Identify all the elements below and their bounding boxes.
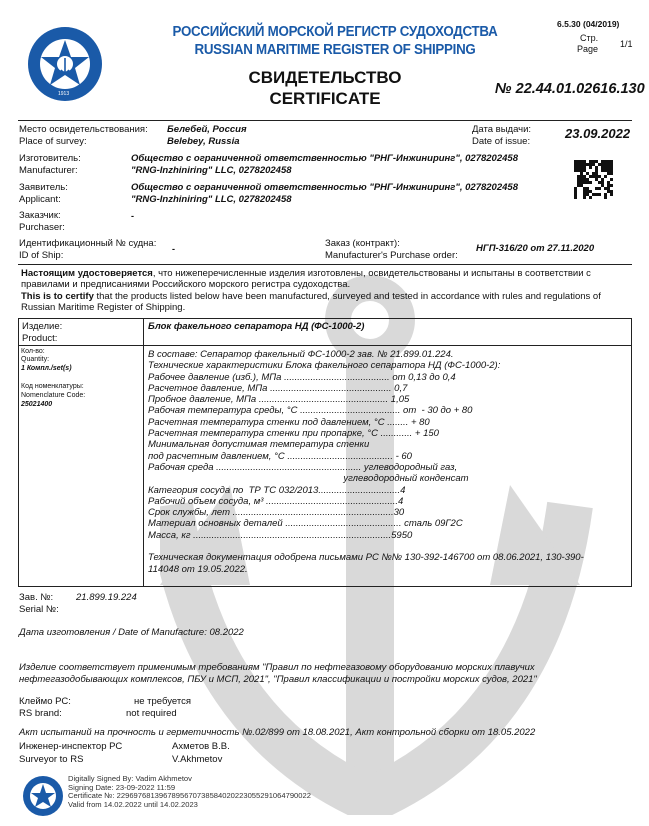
survey-value-ru: Белебей, Россия xyxy=(167,124,247,135)
product-label-en: Product: xyxy=(22,333,58,344)
serial-label-en: Serial №: xyxy=(19,604,59,615)
form-code: 6.5.30 (04/2019) xyxy=(557,19,620,29)
survey-label-ru: Место освидетельствования: xyxy=(19,124,148,135)
survey-value-en: Belebey, Russia xyxy=(167,136,240,147)
digital-signature xyxy=(68,775,311,809)
page-value: 1/1 xyxy=(620,39,633,49)
serial-label-ru: Зав. №: xyxy=(19,592,54,603)
spec-line: 114048 от 19.05.2022. xyxy=(148,563,248,575)
ship-id-value: - xyxy=(172,244,175,254)
spec-line: Рабочая среда ....................................................... углеводородный газ, xyxy=(148,461,458,473)
sig-line-1: Digitally Signed By: Vadim Akhmetov xyxy=(68,774,192,783)
compliance-line-2: нефтегазодобывающих комплексов, ПБУ и МСП, 2021", "Правил классификации и постройки морских судов, 2021" xyxy=(19,674,537,685)
issue-label-ru: Дата выдачи: xyxy=(472,124,532,135)
applicant-label-ru: Заявитель: xyxy=(19,182,68,193)
compliance-line-1: Изделие соответствует применимым требованиям "Правил по нефтегазовому оборудованию морских плавучих xyxy=(19,662,535,673)
manufacturer-value-ru: Общество с ограниченной ответственностью "РНГ-Инжиниринг", 0278202458 xyxy=(131,153,518,164)
applicant-value-en: "RNG-Inzhiniring" LLC, 0278202458 xyxy=(131,194,292,205)
spec-line: Масса, кг ...........................................................................5950 xyxy=(148,529,413,541)
manufacturer-label-en: Manufacturer: xyxy=(19,165,78,176)
tests-line: Акт испытаний на прочность и герметичность №.02/899 от 18.08.2021, Акт контрольной сборки от 18.05.2022 xyxy=(19,727,536,738)
sig-line-2: Signing Date: 23-09-2022 11:59 xyxy=(68,782,176,792)
spec-line: Срок службы, лет .............................................................30 xyxy=(148,507,405,519)
manufacturer-value-en: "RNG-Inzhiniring" LLC, 0278202458 xyxy=(131,165,292,176)
product-value: Блок факельного сепаратора НД (ФС-1000-2) xyxy=(148,321,365,332)
page-label-ru: Стр. xyxy=(580,33,599,43)
surveyor-label-en: Surveyor to RS xyxy=(19,754,84,765)
sig-line-4: Valid from 14.02.2022 until 14.02.2023 xyxy=(68,799,198,809)
ship-id-label-ru: Идентификационный № судна: xyxy=(19,238,157,249)
ship-id-label-en: ID of Ship: xyxy=(19,250,64,261)
qr-code xyxy=(574,160,613,199)
sig-line-3: Certificate №: 2296976813967895670738584020223055291064790022 xyxy=(68,791,311,801)
certify-en-bold: This is to certify xyxy=(21,290,94,302)
spec-line: Расчетная температура стенки при пропарке, °С ............ + 150 xyxy=(148,428,439,440)
certify-ru-rest: , что нижеперечисленные изделия изготовлены, освидетельствованы и испытаны в соответствии с правилами и предписаниями Российского морского регистра судоходства. xyxy=(21,268,591,291)
title-ru: СВИДЕТЕЛЬСТВО xyxy=(248,68,402,87)
nomen-label-en: Nomenclature Code: xyxy=(21,392,86,399)
purchaser-label-en: Purchaser: xyxy=(19,222,65,233)
spec-line: Расчетная температура стенки под давлением, °С ........ + 80 xyxy=(148,416,430,428)
manufacture-date: Дата изготовления / Date of Manufacture: 08.2022 xyxy=(19,627,244,638)
nomen-value: 25021400 xyxy=(21,401,53,408)
org-name-ru: РОССИЙСКИЙ МОРСКОЙ РЕГИСТР СУДОХОДСТВА xyxy=(172,24,498,40)
order-label-ru: Заказ (контракт): xyxy=(325,238,400,249)
spec-line: под расчетным давлением, °С ........................................ - 60 xyxy=(148,450,412,462)
spec-line: Рабочее давление (изб.), МПа ........................................ от 0,13 до 0,4 xyxy=(148,371,456,383)
spec-line xyxy=(148,541,628,552)
brand-label-en: RS brand: xyxy=(19,708,62,719)
issue-date: 23.09.2022 xyxy=(565,126,631,141)
logo-year: 1913 xyxy=(58,91,70,97)
spec-line: Рабочий объем сосуда, м³ ..................................................4 xyxy=(148,495,404,507)
spec-line: углеводородный конденсат xyxy=(148,473,469,485)
certify-ru-bold: Настоящим удостоверяется xyxy=(21,268,153,279)
spec-line: Категория сосуда по ТР ТС 032/2013...............................4 xyxy=(148,484,406,496)
order-value: НГП-316/20 от 27.11.2020 xyxy=(476,243,595,254)
org-name-en: RUSSIAN MARITIME REGISTER OF SHIPPING xyxy=(194,42,476,58)
spec-line: Рабочая температура среды, °С ...................................... от - 30 до + 80 xyxy=(148,405,473,417)
product-label-ru: Изделие: xyxy=(22,321,63,332)
nomen-label-ru: Код номенклатуры: xyxy=(21,383,84,390)
spec-line: Пробное давление, МПа ................................................. 1,05 xyxy=(148,394,410,406)
brand-value-ru: не требуется xyxy=(134,696,191,707)
serial-value: 21.899.19.224 xyxy=(76,592,137,603)
brand-value-en: not required xyxy=(126,708,177,719)
certify-en-rest: that the products listed below have been manufactured, surveyed and tested in accordance with rules and regulations of Russian Maritime Register of Shipping. xyxy=(21,290,601,314)
digital-sign-seal-icon xyxy=(22,775,64,817)
applicant-value-ru: Общество с ограниченной ответственностью "РНГ-Инжиниринг", 0278202458 xyxy=(131,182,518,193)
spec-line: Расчетное давление, МПа .............................................. 0,7 xyxy=(148,382,408,394)
cert-number: № 22.44.01.02616.130 xyxy=(495,81,645,97)
spec-line: Материал основных деталей ............................................ сталь 09Г2С xyxy=(148,518,463,530)
surveyor-label-ru: Инженер-инспектор РС xyxy=(19,741,123,752)
qty-label-en: Quantity: xyxy=(21,356,50,363)
spec-line: Технические характеристики Блока факельного сепаратора НД (ФС-1000-2): xyxy=(148,360,501,372)
survey-label-en: Place of survey: xyxy=(19,136,87,147)
purchaser-value: - xyxy=(131,211,134,221)
manufacturer-label-ru: Изготовитель: xyxy=(19,153,81,164)
certify-paragraph xyxy=(21,268,633,314)
product-spec xyxy=(148,349,628,575)
order-label-en: Manufacturer's Purchase order: xyxy=(325,250,458,261)
issue-label-en: Date of issue: xyxy=(472,136,531,147)
title-en: CERTIFICATE xyxy=(269,89,381,108)
brand-label-ru: Клеймо РС: xyxy=(19,696,71,707)
qty-label-ru: Кол-во: xyxy=(21,348,45,355)
page-label-en: Page xyxy=(577,44,599,54)
surveyor-name-en: V.Akhmetov xyxy=(172,754,223,765)
surveyor-name-ru: Ахметов В.В. xyxy=(172,741,230,752)
spec-line: Минимальная допустимая температура стенки xyxy=(148,439,370,451)
purchaser-label-ru: Заказчик: xyxy=(19,210,61,221)
spec-line: В составе: Сепаратор факельный ФС-1000-2 зав. № 21.899.01.224. xyxy=(148,349,454,360)
spec-line: Техническая документация одобрена письмами РС №№ 130-392-146700 от 08.06.2021, 130-390- xyxy=(148,552,584,564)
applicant-label-en: Applicant: xyxy=(19,194,61,205)
qty-value: 1 Компл./set(s) xyxy=(21,365,72,372)
